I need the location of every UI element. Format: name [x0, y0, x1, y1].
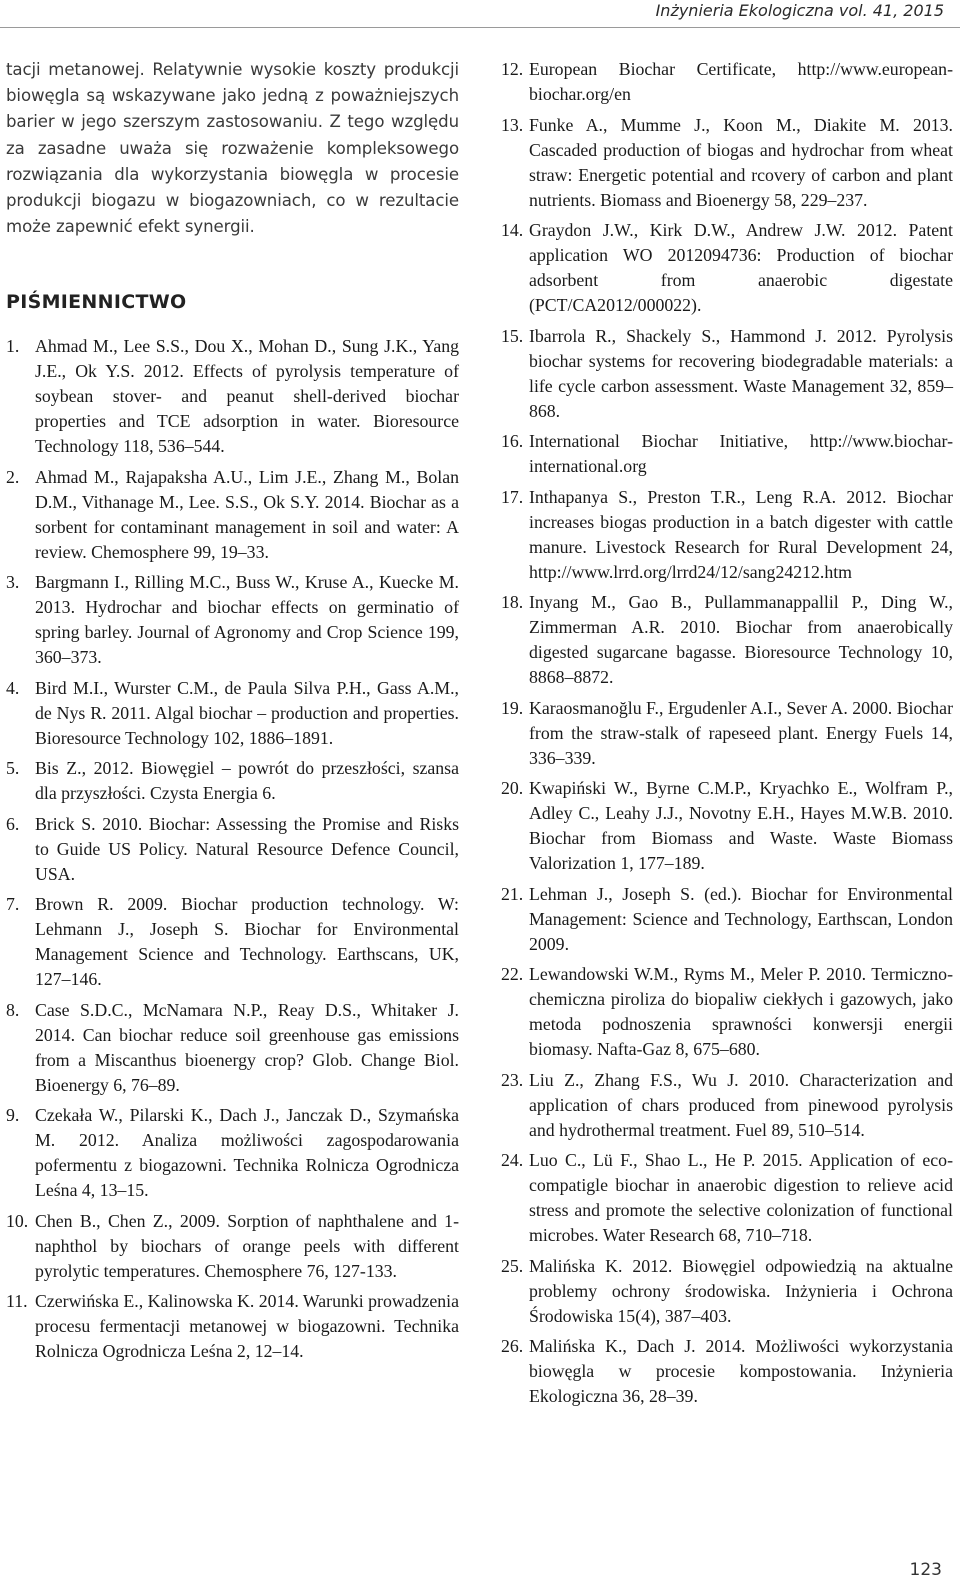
reference-item: [501, 696, 953, 771]
reference-number: 25.: [501, 1255, 524, 1276]
reference-number: 23.: [501, 1069, 524, 1090]
reference-text: Czerwińska E., Kalinowska K. 2014. Warunki prowadzenia procesu fermentacji metanowej w biogazowni. Technika Rolnicza Ogrodnicza Leśna 2, 12–14.: [35, 1291, 459, 1362]
section-title: PIŚMIENNICTWO: [6, 291, 187, 314]
reference-text: European Biochar Certificate, http://www.european-biochar.org/en: [529, 59, 953, 104]
reference-item: [6, 812, 459, 887]
reference-item: [501, 776, 953, 876]
reference-item: [501, 1068, 953, 1143]
reference-text: Ibarrola R., Shackely S., Hammond J. 2012. Pyrolysis biochar systems for recovering biodegradable materials: a life cycle carbon assessment. Waste Management 32, 859–868.: [529, 325, 953, 421]
reference-item: [501, 218, 953, 318]
intro-paragraph: tacji metanowej. Relatywnie wysokie koszty produkcji biowęgla są wskazywane jako jedną z poważniejszych barier w jego szerszym zastosowaniu. Z tego względu za zasadne uważa się rozważenie kompleksowego rozwiązania dla wykorzystania biowęgla w procesie produkcji biogazu w biogazowniach, co w rezultacie może zapewnić efekt synergii.: [6, 60, 459, 237]
right-column: [501, 57, 953, 1415]
reference-item: [6, 334, 459, 459]
reference-item: [6, 1209, 459, 1284]
reference-number: 19.: [501, 697, 524, 718]
reference-text: Liu Z., Zhang F.S., Wu J. 2010. Characterization and application of chars produced from pinewood pyrolysis and hydrothermal treatment. Fuel 89, 510–514.: [529, 1069, 953, 1140]
page-number: 123: [909, 1560, 942, 1580]
reference-text: Malińska K. 2012. Biowęgiel odpowiedzią na aktualne problemy ochrony środowiska. Inżynieria i Ochrona Środowiska 15(4), 387–403.: [529, 1255, 953, 1326]
reference-item: [501, 485, 953, 585]
reference-number: 22.: [501, 964, 524, 984]
reference-item: [6, 892, 459, 992]
reference-number: 18.: [501, 592, 524, 612]
reference-item: [501, 962, 953, 1062]
reference-text: Ahmad M., Lee S.S., Dou X., Mohan D., Sung J.K., Yang J.E., Ok Y.S. 2012. Effects of pyrolysis temperature of soybean stover- and peanut shell-derived biochar properties and TCE adsorption in water. Bioresource Technology 118, 536–544.: [35, 336, 459, 457]
reference-item: [6, 465, 459, 565]
reference-item: [6, 1103, 459, 1203]
reference-item: [6, 676, 459, 751]
reference-number: 7.: [6, 894, 20, 915]
reference-text: Brown R. 2009. Biochar production technology. W: Lehmann J., Joseph S. Biochar for Environmental Management Science and Technology. Earthscans, UK, 127–146.: [35, 894, 459, 990]
header-rule: [0, 27, 960, 28]
reference-number: 1.: [6, 336, 20, 357]
reference-number: 21.: [501, 883, 524, 904]
reference-text: Inyang M., Gao B., Pullammanappallil P., Ding W., Zimmerman A.R. 2010. Biochar from anaerobically digested sugarcane bagasse. Bioresource Technology 10, 8868–8872.: [529, 592, 953, 687]
reference-item: [6, 1289, 459, 1364]
reference-text: Malińska K., Dach J. 2014. Możliwości wykorzystania biowęgla w procesie kompostowania. Inżynieria Ekologiczna 36, 28–39.: [529, 1336, 953, 1406]
reference-text: Brick S. 2010. Biochar: Assessing the Promise and Risks to Guide US Policy. Natural Resource Defence Council, USA.: [35, 813, 459, 884]
reference-item: [501, 57, 953, 107]
reference-text: Case S.D.C., McNamara N.P., Reay D.S., Whitaker J. 2014. Can biochar reduce soil greenhouse gas emissions from a Miscanthus bioenergy crop? Glob. Change Biol. Bioenergy 6, 76–89.: [35, 999, 459, 1095]
reference-item: [6, 570, 459, 670]
reference-text: Chen B., Chen Z., 2009. Sorption of naphthalene and 1-naphthol by biochars of orange peels with different pyrolytic temperatures. Chemosphere 76, 127-133.: [35, 1210, 459, 1281]
reference-number: 9.: [6, 1105, 20, 1126]
reference-number: 6.: [6, 813, 20, 834]
reference-number: 2.: [6, 466, 20, 487]
reference-number: 5.: [6, 758, 20, 779]
reference-list-left: [6, 334, 459, 1364]
reference-list-right: [501, 57, 953, 1409]
running-header: Inżynieria Ekologiczna vol. 41, 2015: [655, 1, 944, 20]
reference-item: [501, 1334, 953, 1409]
reference-item: [6, 756, 459, 806]
reference-number: 17.: [501, 486, 524, 507]
reference-text: Lehman J., Joseph S. (ed.). Biochar for Environmental Management: Science and Technology, Earthscan, London 2009.: [529, 883, 953, 954]
reference-text: International Biochar Initiative, http://www.biochar-international.org: [529, 431, 953, 476]
reference-text: Bird M.I., Wurster C.M., de Paula Silva P.H., Gass A.M., de Nys R. 2011. Algal biochar – production and properties. Bioresource Technology 102, 1886–1891.: [35, 677, 459, 748]
reference-text: Graydon J.W., Kirk D.W., Andrew J.W. 2012. Patent application WO 2012094736: Production of biochar adsorbent from anaerobic digestate (PCT/CA2012/000022).: [529, 220, 953, 315]
reference-number: 20.: [501, 778, 524, 798]
reference-number: 8.: [6, 999, 20, 1020]
reference-number: 13.: [501, 114, 524, 135]
reference-text: Karaosmanoğlu F., Ergudenler A.I., Sever A. 2000. Biochar from the straw-stalk of rapeseed plant. Energy Fuels 14, 336–339.: [529, 697, 953, 768]
reference-number: 11.: [6, 1291, 28, 1312]
reference-item: [501, 1148, 953, 1248]
reference-number: 3.: [6, 572, 20, 593]
reference-item: [6, 998, 459, 1098]
reference-item: [501, 882, 953, 957]
reference-number: 24.: [501, 1150, 524, 1170]
reference-number: 26.: [501, 1336, 524, 1356]
reference-item: [501, 1254, 953, 1329]
reference-text: Kwapiński W., Byrne C.M.P., Kryachko E., Wolfram P., Adley C., Leahy J.J., Novotny E.H., Hayes M.W.B. 2010. Biochar from Biomass and Waste. Waste Biomass Valorization 1, 177–189.: [529, 778, 953, 873]
reference-text: Lewandowski W.M., Ryms M., Meler P. 2010. Termiczno-chemiczna piroliza do biopaliw ciekłych i gazowych, jako metoda podnoszenia sprawności konwersji energii biomasy. Nafta-Gaz 8, 675–680.: [529, 964, 953, 1059]
reference-item: [501, 324, 953, 424]
reference-text: Funke A., Mumme J., Koon M., Diakite M. 2013. Cascaded production of biogas and hydrochar from wheat straw: Energetic potential and rcovery of carbon and plant nutrients. Biomass and Bioenergy 58, 229–237.: [529, 114, 953, 210]
reference-number: 4.: [6, 677, 20, 698]
reference-number: 16.: [501, 431, 524, 451]
reference-text: Ahmad M., Rajapaksha A.U., Lim J.E., Zhang M., Bolan D.M., Vithanage M., Lee. S.S., Ok S.Y. 2014. Biochar as a sorbent for contaminant management in soil and water: A review. Chemosphere 99, 19–33.: [35, 466, 459, 562]
reference-number: 14.: [501, 220, 524, 240]
reference-item: [501, 590, 953, 690]
reference-text: Bis Z., 2012. Biowęgiel – powrót do przeszłości, szansa dla przyszłości. Czysta Energia 6.: [35, 758, 459, 804]
reference-text: Bargmann I., Rilling M.C., Buss W., Kruse A., Kuecke M. 2013. Hydrochar and biochar effects on germinatio of spring barley. Journal of Agronomy and Crop Science 199, 360–373.: [35, 572, 459, 668]
reference-text: Luo C., Lü F., Shao L., He P. 2015. Application of eco-compatigle biochar in anaerobic digestion to relieve acid stress and promote the selective colonization of functional microbes. Water Research 68, 710–718.: [529, 1150, 953, 1245]
reference-number: 10.: [6, 1210, 29, 1231]
reference-number: 12.: [501, 59, 524, 79]
reference-text: Czekała W., Pilarski K., Dach J., Janczak D., Szymańska M. 2012. Analiza możliwości zagospodarowania pofermentu z biogazowni. Technika Rolnicza Ogrodnicza Leśna 4, 13–15.: [35, 1105, 459, 1201]
reference-item: [501, 113, 953, 213]
reference-text: Inthapanya S., Preston T.R., Leng R.A. 2012. Biochar increases biogas production in a batch digester with cattle manure. Livestock Research for Rural Development 24, http://www.lrrd.org/lrrd24/12/sang24212.htm: [529, 486, 953, 582]
left-column: [6, 57, 459, 1370]
reference-item: [501, 429, 953, 479]
reference-number: 15.: [501, 325, 524, 346]
